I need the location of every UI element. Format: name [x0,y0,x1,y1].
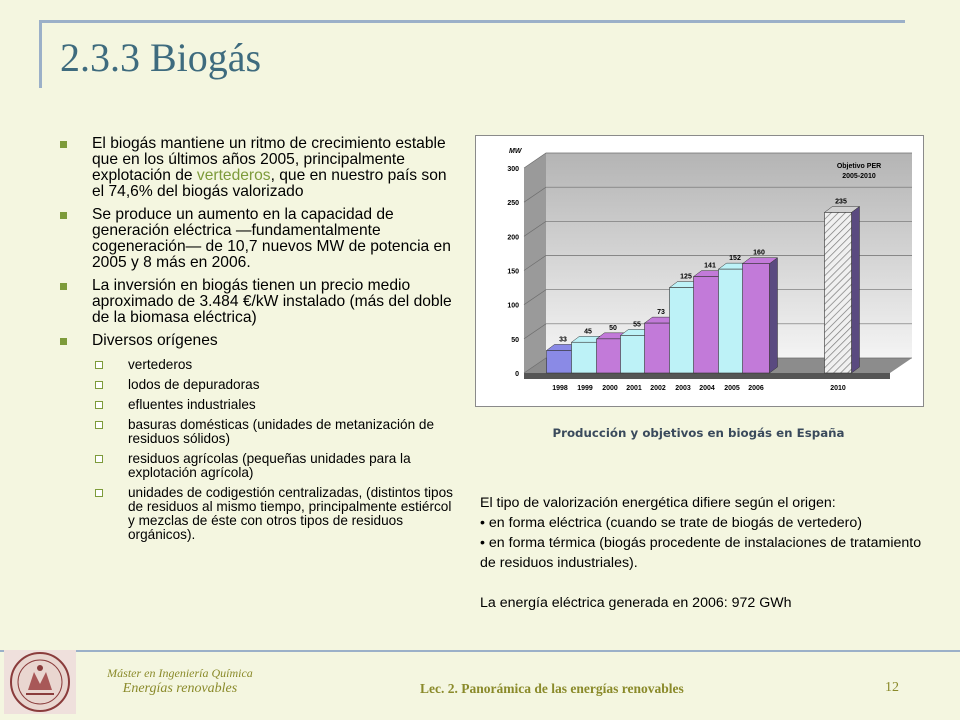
bar-front [694,277,721,373]
y-axis-unit-label: MW [509,148,522,155]
square-bullet-icon [60,338,67,345]
biogas-bar-chart [476,136,923,406]
bar-value-label: 50 [609,324,617,332]
bar-front [743,264,770,373]
x-tick-label: 2001 [626,385,642,392]
valorization-bullet-thermal: • en forma térmica (biogás procedente de instalaciones de tratamiento de residuos industriales). [480,535,922,571]
footer-divider [0,650,960,652]
slide-title: 2.3.3 Biogás [60,35,262,80]
bullet-text: La inversión en biogás tienen un precio medio aproximado de 3.484 €/kW instalado (más del doble de la biomasa eléctrica) [92,277,452,326]
sub-item [60,398,460,412]
chart-floor-edge [524,373,890,379]
y-tick-label: 50 [511,336,519,344]
bar-value-label: 73 [657,309,665,317]
energy-generated-text: La energía eléctrica generada en 2006: 972 GWh [480,595,792,611]
bar-front [597,339,624,373]
x-tick-label: 1998 [552,385,568,392]
chart-frame [475,135,924,407]
bar-side [770,258,778,373]
bar-value-label: 235 [835,198,847,206]
y-tick-label: 100 [507,302,519,310]
checkbox-bullet-icon [95,401,103,409]
bar-value-label: 33 [559,336,567,344]
sub-item-text: unidades de codigestión centralizadas, (distintos tipos de residuos al mismo tiempo, principalmente estiércol y mezclas de éste con otros tipos de residuos orgánicos). [128,485,453,542]
checkbox-bullet-icon [95,489,103,497]
y-tick-label: 200 [507,234,519,242]
valorization-bullet-electric: • en forma eléctrica (cuando se trate de biogás de vertedero) [480,515,862,531]
footer-course [90,666,270,697]
checkbox-bullet-icon [95,421,103,429]
sub-item-text: residuos agrícolas (pequeñas unidades para la explotación agrícola) [128,451,411,480]
square-bullet-icon [60,212,67,219]
sub-item-text: basuras domésticas (unidades de metanización de residuos sólidos) [128,417,435,446]
y-tick-label: 0 [515,371,519,378]
title-frame-left [39,20,42,88]
square-bullet-icon [60,283,67,290]
checkbox-bullet-icon [95,381,103,389]
x-tick-label: 2003 [675,385,691,392]
sub-item [60,452,460,480]
bullet-text: Se produce un aumento en la capacidad de generación eléctrica —fundamentalmente cogeneración— de 10,7 nuevos MW de potencia en 2005 y 8 más en 2006. [92,206,451,271]
bullet-text-post: , que en nuestro país son el 74,6% del biogás valorizado [92,167,447,200]
x-tick-label: 2004 [699,385,715,392]
annotation-line-2: 2005-2010 [842,173,876,180]
bullet-list [60,136,460,548]
footer-subject-name: Energías renovables [122,681,238,696]
bullet-item [60,207,460,271]
bar-value-label: 160 [753,249,765,257]
bar-front [719,269,746,373]
bullet-text-pre: El biogás mantiene un ritmo de crecimiento estable que en los últimos años 2005, principalmente explotación de [92,135,446,184]
x-tick-label: 1999 [577,385,593,392]
bar-front [547,350,574,373]
bullet-item [60,333,460,349]
bar-value-label: 125 [680,273,692,281]
square-bullet-icon [60,141,67,148]
bar-side [852,206,860,373]
valorization-intro: El tipo de valorización energética difiere según el origen: [480,495,836,511]
sub-item-text: vertederos [128,357,193,372]
valorization-text [480,493,930,613]
x-tick-label: 2010 [830,385,846,392]
bar-value-label: 45 [584,328,592,336]
bar-front [670,288,697,373]
sub-item-text: efluentes industriales [128,397,256,412]
checkbox-bullet-icon [95,361,103,369]
x-tick-label: 2006 [748,385,764,392]
bullet-text: Diversos orígenes [92,332,218,349]
footer-master-name: Máster en Ingeniería Química [107,666,253,680]
x-tick-label: 2002 [650,385,666,392]
sub-item [60,486,460,542]
bar-front [825,212,852,373]
y-tick-label: 150 [507,268,519,276]
sub-item [60,358,460,372]
sub-item [60,418,460,446]
bar-value-label: 141 [704,262,716,270]
annotation-line-1: Objetivo PER [836,163,882,170]
bar-value-label: 55 [633,321,641,329]
university-seal-logo [4,650,76,714]
x-tick-label: 2005 [724,385,740,392]
bar-front [645,323,672,373]
checkbox-bullet-icon [95,455,103,463]
y-tick-label: 250 [507,200,519,208]
figure-caption: Producción y objetivos en biogás en España [552,426,845,440]
bar-front [621,335,648,373]
sub-item-text: lodos de depuradoras [128,377,260,392]
bullet-item [60,136,460,200]
bar [825,206,860,373]
page-number: 12 [885,680,899,695]
bar [743,258,778,373]
bullet-highlight: vertederos [196,167,271,184]
footer-lecture-title: Lec. 2. Panorámica de las energías renovables [420,681,684,696]
y-tick-label: 300 [507,166,519,173]
title-frame-top [39,20,905,23]
bar-front [572,342,599,373]
x-tick-label: 2000 [602,385,618,392]
sub-item [60,378,460,392]
bullet-item [60,278,460,326]
bar-value-label: 152 [729,255,741,263]
